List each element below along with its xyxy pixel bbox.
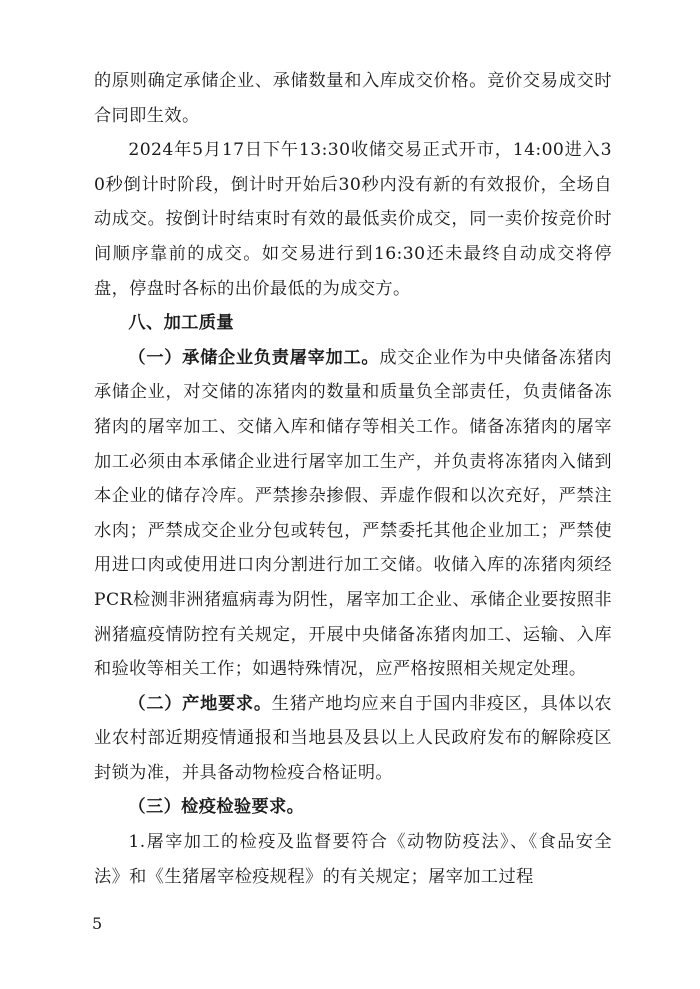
subsection-slaughter-processing (94, 341, 612, 687)
document-body (94, 64, 612, 894)
paragraph-inspection-rule-1: 1.屠宰加工的检疫及监督要符合《动物防疫法》、《食品安全法》和《生猪屠宰检疫规程》的有关规定；屠宰加工过程 (94, 832, 612, 887)
subsection-quarantine-inspection (94, 790, 612, 825)
subsection-title: （三）检疫检验要求。 (128, 797, 305, 818)
paragraph-trading-schedule: 2024年5月17日下午13:30收储交易正式开市，14:00进入30秒倒计时阶段，倒计时开始后30秒内没有新的有效报价，全场自动成交。按倒计时结束时有效的最低卖价成交，同一卖价按竞价时间顺序靠前的成交。如交易进行到16:30还未最终自动成交将停盘，停盘时各标的出价最低的为成交方。 (94, 140, 612, 299)
subsection-body: 生猪产地均应来自于国内非疫区，具体以农业农村部近期疫情通报和当地县及县以上人民政府发布的解除疫区封锁为准，并具备动物检疫合格证明。 (94, 693, 612, 783)
paragraph-bidding-principle: 的原则确定承储企业、承储数量和入库成交价格。竞价交易成交时合同即生效。 (94, 71, 612, 126)
subsection-origin-requirements (94, 687, 612, 791)
subsection-body: 成交企业作为中央储备冻猪肉承储企业，对交储的冻猪肉的数量和质量负全部责任，负责储备冻猪肉的屠宰加工、交储入库和储存等相关工作。储备冻猪肉的屠宰加工必须由本承储企业进行屠宰加工生产，并负责将冻猪肉入储到本企业的储存冷库。严禁掺杂掺假、弄虚作假和以次充好，严禁注水肉；严禁成交企业分包或转包，严禁委托其他企业加工；严禁使用进口肉或使用进口肉分割进行加工交储。收储入库的冻猪肉须经PCR检测非洲猪瘟病毒为阴性，屠宰加工企业、承储企业要按照非洲猪瘟疫情防控有关规定，开展中央储备冻猪肉加工、运输、入库和验收等相关工作；如遇特殊情况，应严格按照相关规定处理。 (94, 347, 612, 680)
page-number: 5 (92, 914, 103, 933)
section-heading-processing-quality: 八、加工质量 (128, 313, 234, 334)
subsection-title: （一）承储企业负责屠宰加工。 (128, 347, 380, 368)
subsection-title: （二）产地要求。 (128, 693, 272, 714)
